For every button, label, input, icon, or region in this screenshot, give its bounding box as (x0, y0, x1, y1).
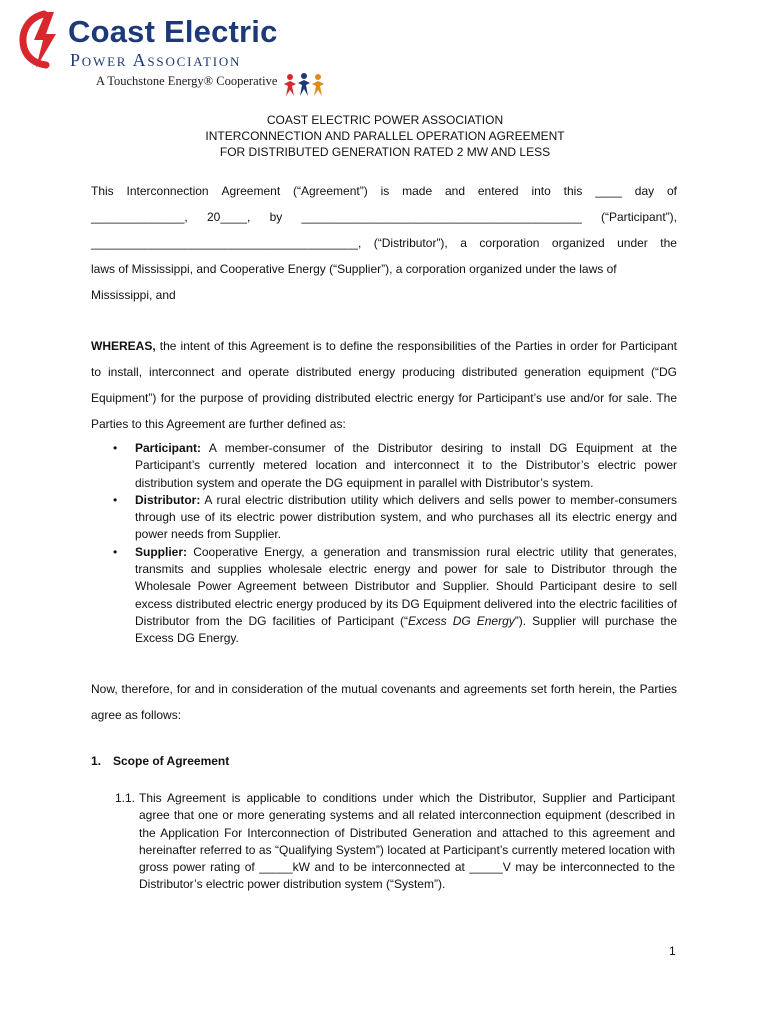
definition-text-tail: ”). Supplier will purchase the Excess DG Energy. (135, 613, 677, 646)
section-1-heading (91, 754, 229, 768)
definition-term: Distributor: (135, 492, 201, 507)
word: the (660, 236, 677, 250)
now-therefore-paragraph: Now, therefore, for and in consideration of the mutual covenants and agreements set forth herein, the Parties agree as follows: (91, 682, 677, 722)
subsection-1-1 (115, 790, 675, 894)
title-line-1: COAST ELECTRIC POWER ASSOCIATION (266, 113, 504, 127)
bullet-icon: • (113, 544, 118, 559)
word: under (617, 236, 648, 250)
definition-text: A rural electric distribution utility which delivers and sells power to member-consumers through use of its electric power distribution system, and who purchases all its electric energy and power needs from Supplier. (135, 492, 677, 542)
participant-name-blank[interactable]: __________________________________________ (301, 210, 582, 224)
list-item (91, 544, 677, 648)
definition-emphasis: Excess DG Energy (408, 613, 515, 628)
intro-line-4: laws of Mississippi, and Cooperative Energy (“Supplier”), a corporation organized under the laws of (91, 262, 617, 276)
intro-line-1 (91, 178, 677, 204)
word: corporation (479, 236, 540, 250)
word: day (634, 184, 655, 198)
section-title: Scope of Agreement (113, 754, 230, 768)
word: organized (551, 236, 605, 250)
logo-name-line1: Coast Electric (68, 14, 278, 49)
word: entered (477, 184, 519, 198)
definition-text: Cooperative Energy, a generation and transmission rural electric utility that generates, transmits and supplies wholesale electric energy and power for sale to Distributor through the Wholesale Power Agreement between Distributor and Supplier. Should Participant desire to sell excess distributed electric energy produced by its DG Equipment delivered into the electric facilities of Distributor from the DG facilities of Participant (“ (135, 544, 677, 628)
month-blank[interactable]: ______________, (91, 210, 188, 224)
word: by (269, 210, 283, 224)
document-title-block (0, 112, 770, 160)
title-line-3: FOR DISTRIBUTED GENERATION RATED 2 MW AND LESS (219, 145, 551, 159)
word: a (460, 236, 467, 250)
definition-text: A member-consumer of the Distributor desiring to install DG Equipment at the Participant’s currently metered location and interconnect it to the Distributor’s electric power distribution system and operate the DG equipment in parallel with Distributor’s system. (135, 441, 677, 490)
word: made (402, 184, 433, 198)
bullet-icon: • (113, 492, 118, 507)
whereas-paragraph (91, 333, 677, 437)
intro-line-3 (91, 230, 677, 256)
whereas-text: the intent of this Agreement is to define the responsibilities of the Parties in order for Participant to install, interconnect and operate distributed energy producing distributed generation equipment (“DG Equipment”) for the purpose of providing distributed electric energy for Participant’s use and/or for sale. The Parties to this Agreement are further defined as: (91, 339, 677, 431)
word: of (666, 184, 677, 198)
word: this (563, 184, 583, 198)
subsection-number: 1.1. (115, 791, 136, 805)
intro-line-2 (91, 204, 677, 230)
definition-term: Supplier: (135, 544, 188, 559)
section-number: 1. (91, 754, 102, 768)
definition-term: Participant: (135, 441, 202, 455)
year-blank[interactable]: 20____, (206, 210, 251, 224)
bullet-icon: • (113, 441, 118, 455)
list-item (91, 440, 677, 492)
title-line-2: INTERCONNECTION AND PARALLEL OPERATION AGREEMENT (205, 129, 565, 143)
logo-name-line2: Power Association (70, 50, 242, 70)
distributor-name-blank[interactable]: ________________________________________, (91, 236, 362, 250)
coast-electric-logo (16, 10, 326, 95)
word: (“Participant”), (600, 210, 677, 224)
touchstone-people-icon (282, 72, 326, 98)
definitions-list (91, 440, 677, 648)
subsection-text: This Agreement is applicable to conditions under which the Distributor, Supplier and Participant agree that one or more generating systems and all related interconnection equipment (described in the Application For Interconnection of Distributed Generation and attached to this agreement and hereinafter referred to as “Qualifying System”) located at Participant’s currently metered location with gross power rating of _____kW and to be interconnected at _____V may be interconnected to the Distributor’s electric power distribution system (“System”). (139, 791, 675, 892)
word: into (531, 184, 551, 198)
word: Interconnection (126, 184, 209, 198)
intro-line-5: Mississippi, and (91, 288, 176, 302)
lightning-circle-icon (16, 10, 66, 70)
day-blank[interactable]: ____ (595, 184, 622, 198)
word: Agreement (221, 184, 281, 198)
word: (“Distributor”), (373, 236, 448, 250)
list-item (91, 492, 677, 544)
page-number: 1 (669, 944, 676, 958)
intro-paragraph (91, 178, 677, 308)
logo-tagline: A Touchstone Energy® Cooperative (96, 74, 278, 88)
whereas-lead: WHEREAS, (91, 339, 156, 353)
word: is (380, 184, 390, 198)
word: (“Agreement”) (293, 184, 368, 198)
word: and (444, 184, 466, 198)
word: This (91, 184, 114, 198)
